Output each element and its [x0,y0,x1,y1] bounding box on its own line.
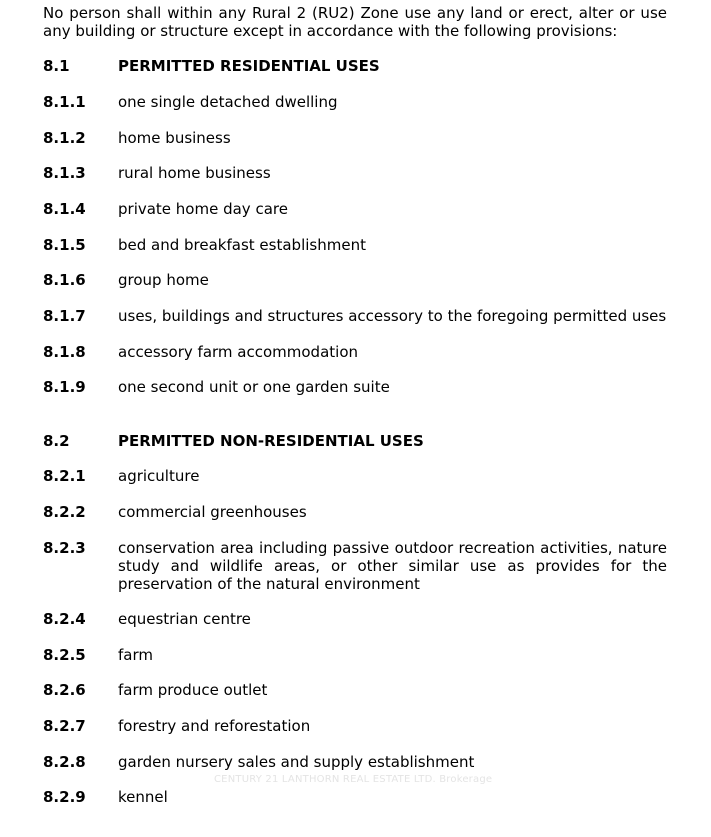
item-text: farm [118,646,153,664]
item-text: one second unit or one garden suite [118,378,390,396]
item-number: 8.2.5 [43,646,86,664]
item-number: 8.2.4 [43,610,86,628]
brokerage-watermark: CENTURY 21 LANTHORN REAL ESTATE LTD. Brokerage [214,774,493,785]
item-text: farm produce outlet [118,681,268,699]
item-text: one single detached dwelling [118,93,338,111]
item-text: uses, buildings and structures accessory to the foregoing permitted uses [118,307,667,325]
section-title: PERMITTED RESIDENTIAL USES [118,57,380,75]
item-number: 8.2.8 [43,753,86,771]
item-text: accessory farm accommodation [118,343,358,361]
item-text: rural home business [118,164,271,182]
item-number: 8.2.6 [43,681,86,699]
item-number: 8.1.7 [43,307,86,325]
item-number: 8.2.7 [43,717,86,735]
item-number: 8.1.8 [43,343,86,361]
section-number: 8.2 [43,432,70,450]
item-text: forestry and reforestation [118,717,311,735]
item-number: 8.2.9 [43,788,86,806]
item-number: 8.2.3 [43,539,86,557]
item-text: kennel [118,788,168,806]
item-text: conservation area including passive outdoor recreation activities, nature study and wildlife areas, or other similar use as provides for the preservation of the natural environment [118,539,667,593]
item-text: commercial greenhouses [118,503,307,521]
item-number: 8.2.1 [43,467,86,485]
intro-paragraph: No person shall within any Rural 2 (RU2) Zone use any land or erect, alter or use any building or structure except in accordance with the following provisions: [43,4,667,40]
section-number: 8.1 [43,57,70,75]
section-title: PERMITTED NON-RESIDENTIAL USES [118,432,424,450]
item-text: bed and breakfast establishment [118,236,366,254]
item-number: 8.1.5 [43,236,86,254]
item-number: 8.1.1 [43,93,86,111]
item-text: garden nursery sales and supply establishment [118,753,475,771]
item-text: private home day care [118,200,288,218]
item-text: equestrian centre [118,610,251,628]
item-number: 8.1.6 [43,271,86,289]
item-number: 8.1.4 [43,200,86,218]
item-number: 8.1.9 [43,378,86,396]
item-number: 8.1.3 [43,164,86,182]
item-number: 8.1.2 [43,129,86,147]
item-text: home business [118,129,231,147]
item-number: 8.2.2 [43,503,86,521]
item-text: agriculture [118,467,200,485]
item-text: group home [118,271,209,289]
